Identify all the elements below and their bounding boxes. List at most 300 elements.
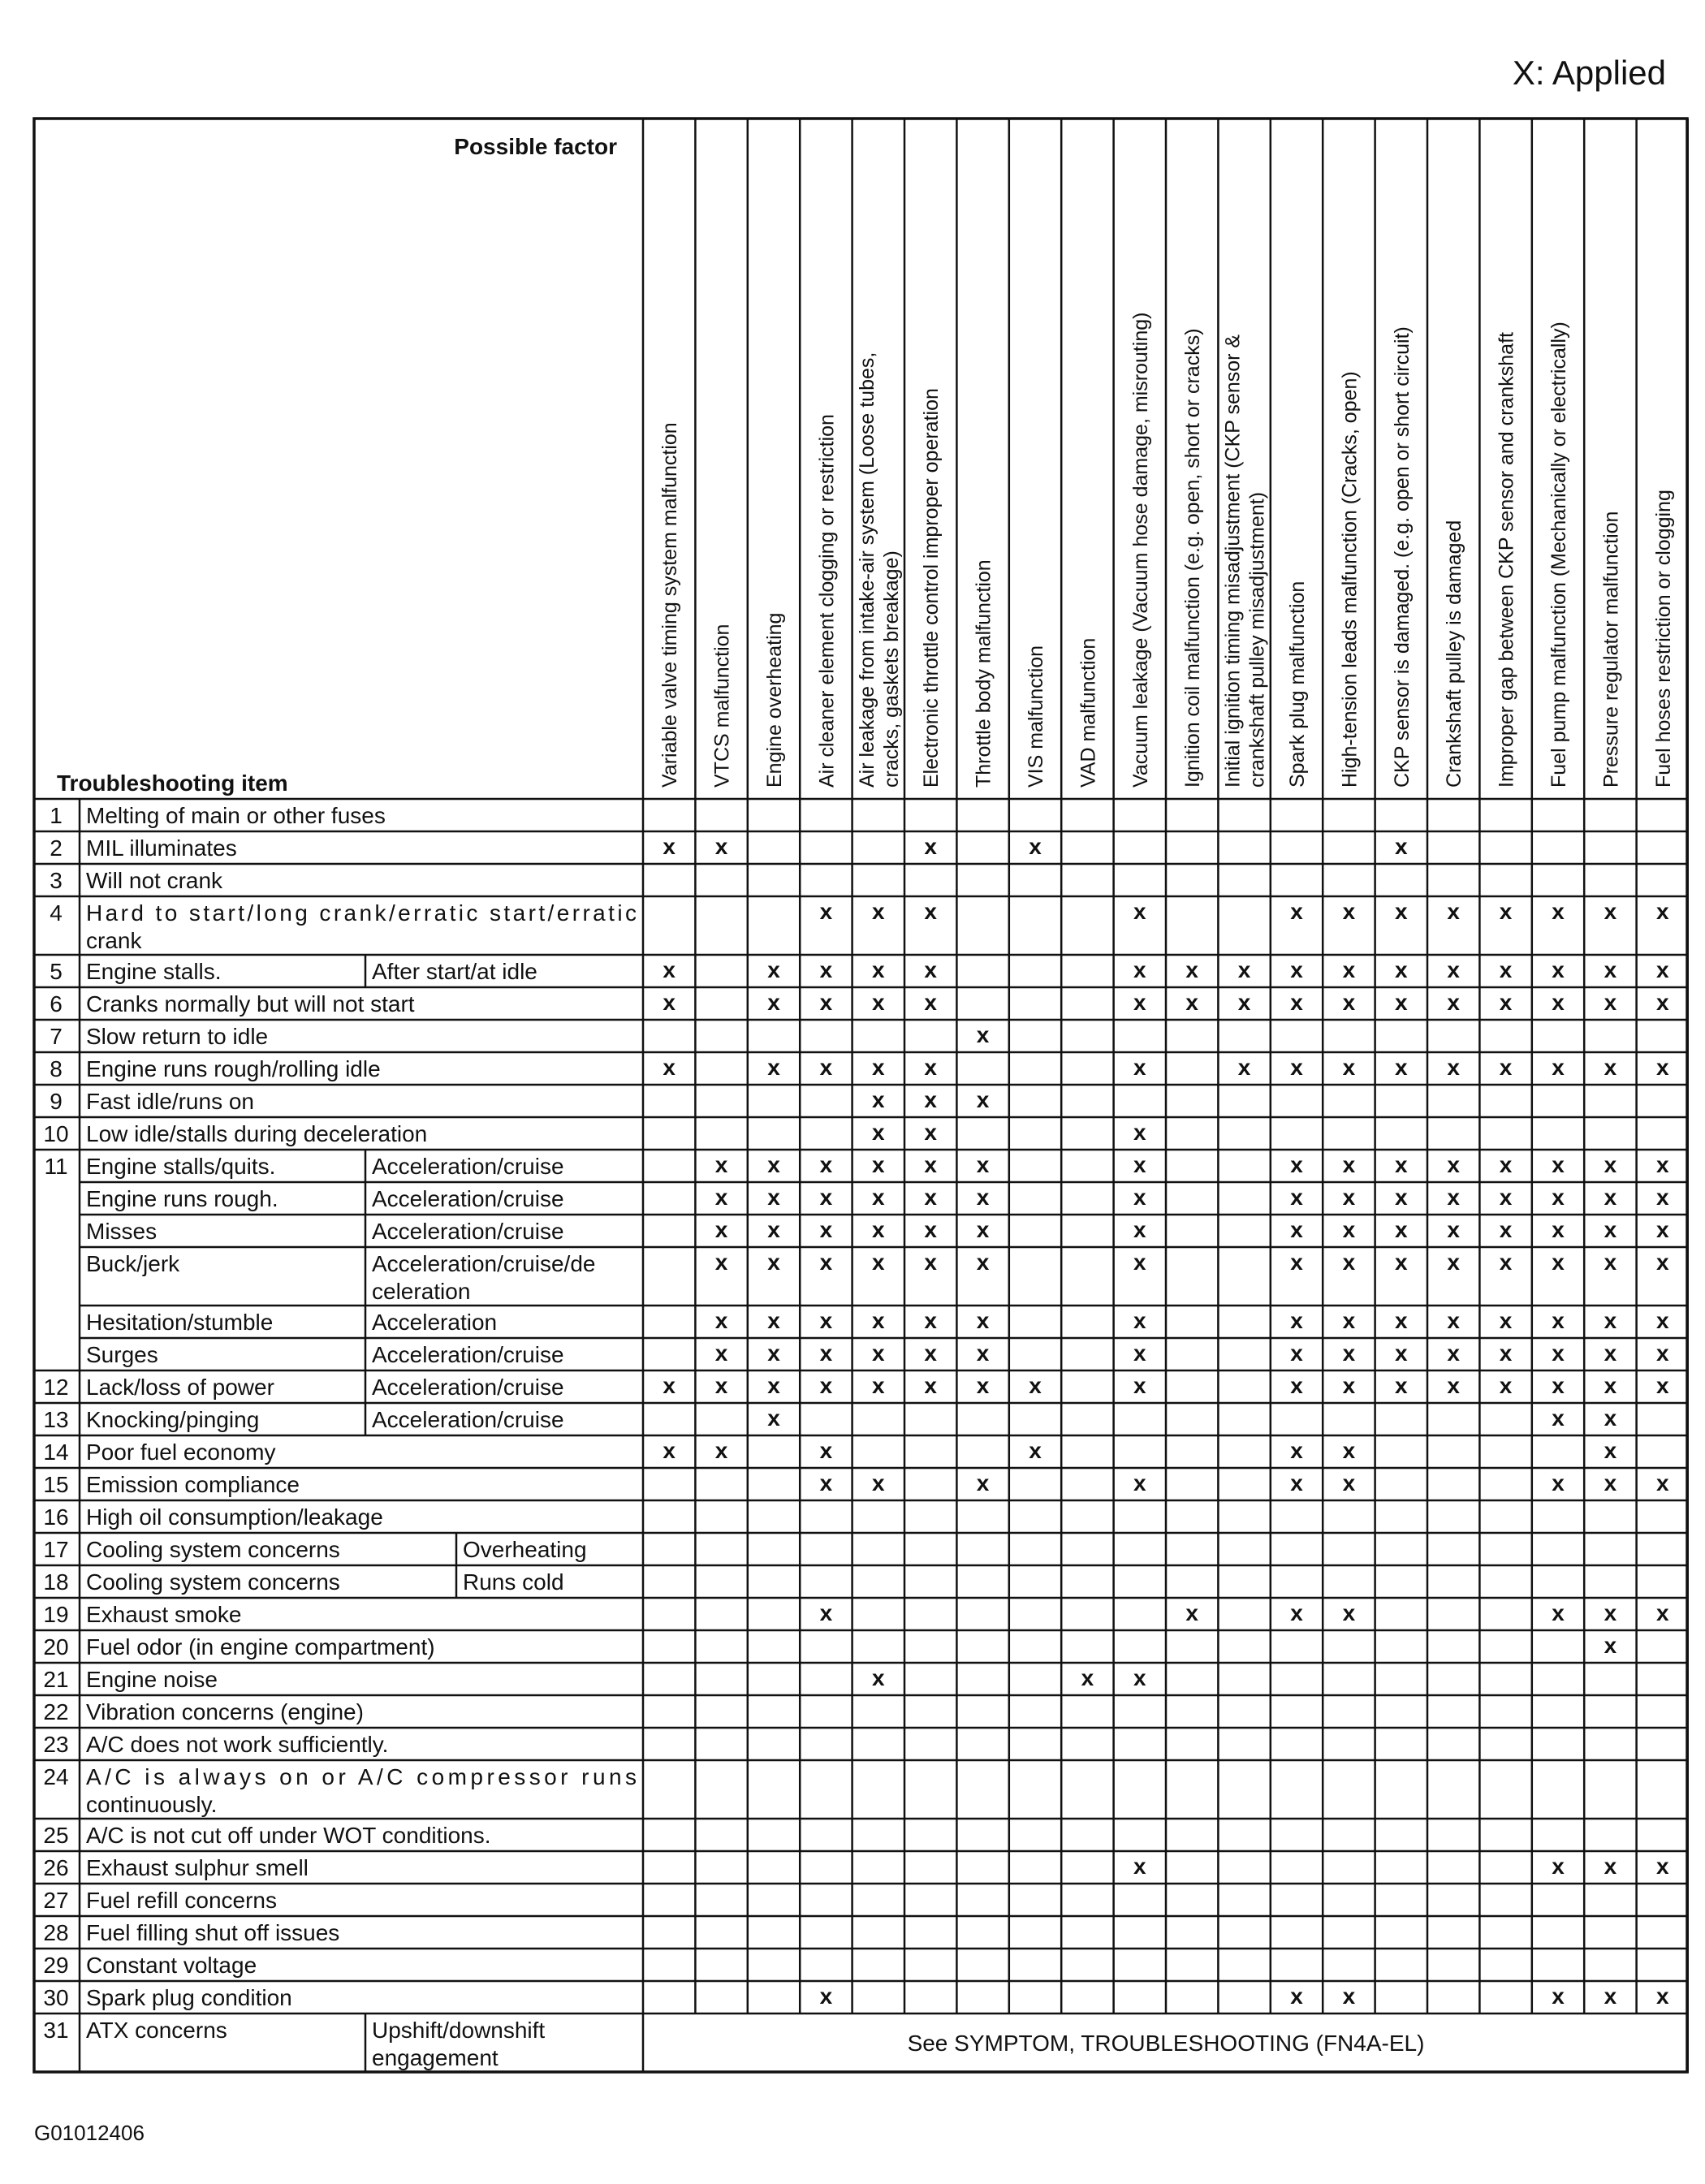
applied-mark: x xyxy=(767,1308,780,1333)
factor-header-label: Improper gap between CKP sensor and crankshaft xyxy=(1495,332,1518,788)
applied-mark: x xyxy=(663,834,676,859)
row-number: 22 xyxy=(43,1699,69,1724)
condition-text: Runs cold xyxy=(463,1569,564,1595)
troubleshooting-item-text: Engine runs rough/rolling idle xyxy=(86,1056,381,1081)
applied-mark: x xyxy=(714,1308,728,1333)
applied-mark: x xyxy=(872,1250,885,1275)
applied-mark: x xyxy=(819,1600,833,1625)
troubleshooting-item-text: Emission compliance xyxy=(86,1472,300,1497)
applied-mark: x xyxy=(1237,990,1251,1015)
applied-mark: x xyxy=(1342,1983,1356,2009)
applied-mark: x xyxy=(1185,957,1198,982)
applied-mark: x xyxy=(976,1185,990,1210)
applied-mark: x xyxy=(1499,1185,1513,1210)
factor-header-label: Fuel hoses restriction or clogging xyxy=(1651,490,1675,788)
applied-mark: x xyxy=(1604,990,1617,1015)
factor-header-label: crankshaft pulley misadjustment) xyxy=(1245,491,1269,788)
applied-mark: x xyxy=(1499,1055,1513,1080)
row-number: 16 xyxy=(43,1504,69,1530)
applied-mark: x xyxy=(1395,834,1408,859)
row-number: 2 xyxy=(50,835,63,861)
applied-mark: x xyxy=(872,1373,885,1398)
applied-mark: x xyxy=(1656,990,1669,1015)
applied-mark: x xyxy=(1029,1373,1042,1398)
troubleshooting-item-text: Fuel filling shut off issues xyxy=(86,1920,340,1945)
applied-mark: x xyxy=(1604,899,1617,924)
applied-mark: x xyxy=(819,957,833,982)
applied-mark: x xyxy=(1290,1983,1303,2009)
row-number: 4 xyxy=(50,900,63,926)
applied-mark: x xyxy=(1447,990,1460,1015)
applied-mark: x xyxy=(1133,1152,1146,1177)
applied-mark: x xyxy=(1604,1438,1617,1463)
applied-mark: x xyxy=(1133,1470,1146,1496)
applied-mark: x xyxy=(1290,1373,1303,1398)
applied-mark: x xyxy=(1133,1308,1146,1333)
applied-mark: x xyxy=(872,1087,885,1112)
applied-mark: x xyxy=(1499,990,1513,1015)
factor-header-label: Electronic throttle control improper operation xyxy=(920,388,943,788)
factor-header-label: Spark plug malfunction xyxy=(1286,581,1309,788)
applied-mark: x xyxy=(1342,1438,1356,1463)
troubleshooting-item-text: Buck/jerk xyxy=(86,1251,180,1276)
troubleshooting-item-text: Slow return to idle xyxy=(86,1024,269,1049)
troubleshooting-item-text: Fuel odor (in engine compartment) xyxy=(86,1634,435,1660)
applied-mark: x xyxy=(1604,1405,1617,1431)
troubleshooting-item-text: Cooling system concerns xyxy=(86,1537,340,1562)
troubleshooting-item-text: ATX concerns xyxy=(86,2018,227,2043)
applied-mark: x xyxy=(663,1055,676,1080)
applied-mark: x xyxy=(1656,1854,1669,1879)
applied-mark: x xyxy=(924,1120,937,1145)
troubleshooting-item-text: Cranks normally but will not start xyxy=(86,991,415,1016)
condition-text: Acceleration/cruise/de xyxy=(372,1251,596,1276)
row-number: 27 xyxy=(43,1888,69,1913)
troubleshooting-matrix-table xyxy=(32,117,1689,2090)
row-number: 5 xyxy=(50,959,63,984)
applied-mark: x xyxy=(1290,899,1303,924)
applied-mark: x xyxy=(872,1055,885,1080)
row-number: 10 xyxy=(43,1121,69,1146)
applied-mark: x xyxy=(1133,899,1146,924)
factor-header-label: Air cleaner element clogging or restriction xyxy=(815,414,839,788)
row-number: 29 xyxy=(43,1953,69,1978)
applied-mark: x xyxy=(1342,1470,1356,1496)
troubleshooting-item-text: Misses xyxy=(86,1219,158,1244)
condition-text: Acceleration/cruise xyxy=(372,1186,564,1211)
applied-mark: x xyxy=(1133,1340,1146,1366)
applied-mark: x xyxy=(1395,1217,1408,1242)
row-number: 25 xyxy=(43,1823,69,1848)
applied-mark: x xyxy=(1395,1250,1408,1275)
applied-mark: x xyxy=(1133,1120,1146,1145)
troubleshooting-item-text: Fuel refill concerns xyxy=(86,1888,277,1913)
condition-text: Upshift/downshift xyxy=(372,2018,546,2043)
applied-mark: x xyxy=(976,1470,990,1496)
row-number: 28 xyxy=(43,1920,69,1945)
applied-mark: x xyxy=(767,1250,780,1275)
applied-mark: x xyxy=(1552,1250,1565,1275)
row-number: 6 xyxy=(50,991,63,1016)
applied-mark: x xyxy=(976,1340,990,1366)
applied-mark: x xyxy=(1552,957,1565,982)
condition-text: Acceleration/cruise xyxy=(372,1154,564,1179)
applied-mark: x xyxy=(1237,957,1251,982)
applied-mark: x xyxy=(1447,1250,1460,1275)
applied-mark: x xyxy=(1342,1152,1356,1177)
applied-mark: x xyxy=(1133,990,1146,1015)
applied-mark: x xyxy=(1656,1470,1669,1496)
applied-mark: x xyxy=(1342,1055,1356,1080)
condition-text: Overheating xyxy=(463,1537,587,1562)
applied-mark: x xyxy=(1552,1983,1565,2009)
applied-mark: x xyxy=(819,990,833,1015)
applied-mark: x xyxy=(1447,1055,1460,1080)
factor-header-label: Ignition coil malfunction (e.g. open, short or cracks) xyxy=(1181,328,1205,788)
applied-mark: x xyxy=(1604,1854,1617,1879)
applied-mark: x xyxy=(767,1055,780,1080)
applied-mark: x xyxy=(872,1470,885,1496)
applied-mark: x xyxy=(1133,1185,1146,1210)
row-number: 26 xyxy=(43,1855,69,1880)
applied-legend: X: Applied xyxy=(1512,54,1666,92)
applied-mark: x xyxy=(819,1373,833,1398)
troubleshooting-item-text: Exhaust smoke xyxy=(86,1602,242,1627)
applied-mark: x xyxy=(1552,1308,1565,1333)
factor-header-label: CKP sensor is damaged. (e.g. open or short circuit) xyxy=(1390,326,1414,788)
applied-mark: x xyxy=(1656,1055,1669,1080)
troubleshooting-item-text: crank xyxy=(86,928,142,953)
applied-mark: x xyxy=(663,957,676,982)
applied-mark: x xyxy=(767,990,780,1015)
row-number: 18 xyxy=(43,1569,69,1595)
applied-mark: x xyxy=(1290,990,1303,1015)
applied-mark: x xyxy=(924,1185,937,1210)
applied-mark: x xyxy=(663,1438,676,1463)
applied-mark: x xyxy=(1290,1308,1303,1333)
applied-mark: x xyxy=(1499,1152,1513,1177)
applied-mark: x xyxy=(1395,899,1408,924)
applied-mark: x xyxy=(1395,957,1408,982)
factor-header-label: Variable valve timing system malfunction xyxy=(658,422,682,788)
factor-header-label: Engine overheating xyxy=(763,612,786,788)
applied-mark: x xyxy=(1552,1854,1565,1879)
applied-mark: x xyxy=(1290,957,1303,982)
factor-header-label: Vacuum leakage (Vacuum hose damage, misrouting) xyxy=(1129,312,1152,788)
applied-mark: x xyxy=(1290,1470,1303,1496)
applied-mark: x xyxy=(1290,1600,1303,1625)
applied-mark: x xyxy=(1604,1470,1617,1496)
applied-mark: x xyxy=(1290,1250,1303,1275)
applied-mark: x xyxy=(767,957,780,982)
troubleshooting-item-text: Poor fuel economy xyxy=(86,1439,276,1465)
applied-mark: x xyxy=(1656,1373,1669,1398)
applied-mark: x xyxy=(872,990,885,1015)
applied-mark: x xyxy=(1604,1250,1617,1275)
applied-mark: x xyxy=(1447,1340,1460,1366)
applied-mark: x xyxy=(714,1152,728,1177)
applied-mark: x xyxy=(1552,1217,1565,1242)
troubleshooting-item-text: Engine noise xyxy=(86,1667,218,1692)
factor-header-label: VAD malfunction xyxy=(1077,637,1100,788)
applied-mark: x xyxy=(819,1470,833,1496)
row-number: 11 xyxy=(44,1154,68,1179)
applied-mark: x xyxy=(872,1217,885,1242)
applied-mark: x xyxy=(819,1152,833,1177)
condition-text: After start/at idle xyxy=(372,959,537,984)
applied-mark: x xyxy=(1395,1055,1408,1080)
row-number: 14 xyxy=(43,1439,69,1465)
troubleshooting-item-text: continuously. xyxy=(86,1792,218,1817)
applied-mark: x xyxy=(1133,1854,1146,1879)
applied-mark: x xyxy=(1552,1152,1565,1177)
row-number: 9 xyxy=(50,1089,63,1114)
applied-mark: x xyxy=(924,1217,937,1242)
applied-mark: x xyxy=(1447,1217,1460,1242)
applied-mark: x xyxy=(1499,1217,1513,1242)
troubleshooting-item-label: Troubleshooting item xyxy=(57,770,288,796)
applied-mark: x xyxy=(1656,899,1669,924)
applied-mark: x xyxy=(1342,1373,1356,1398)
applied-mark: x xyxy=(1447,1185,1460,1210)
applied-mark: x xyxy=(1656,1250,1669,1275)
applied-mark: x xyxy=(924,990,937,1015)
applied-mark: x xyxy=(1604,1633,1617,1658)
applied-mark: x xyxy=(1447,1152,1460,1177)
applied-mark: x xyxy=(1604,1055,1617,1080)
applied-mark: x xyxy=(872,1340,885,1366)
applied-mark: x xyxy=(872,1152,885,1177)
factor-header-label: Throttle body malfunction xyxy=(972,559,995,788)
applied-mark: x xyxy=(714,1217,728,1242)
troubleshooting-item-text: Exhaust sulphur smell xyxy=(86,1855,309,1880)
applied-mark: x xyxy=(1342,1600,1356,1625)
applied-mark: x xyxy=(1395,990,1408,1015)
troubleshooting-item-text: Cooling system concerns xyxy=(86,1569,340,1595)
applied-mark: x xyxy=(976,1308,990,1333)
applied-mark: x xyxy=(819,1340,833,1366)
possible-factor-label: Possible factor xyxy=(454,134,617,159)
applied-mark: x xyxy=(1604,957,1617,982)
applied-mark: x xyxy=(663,990,676,1015)
applied-mark: x xyxy=(1342,1217,1356,1242)
applied-mark: x xyxy=(924,1308,937,1333)
troubleshooting-item-text: Engine stalls/quits. xyxy=(86,1154,276,1179)
applied-mark: x xyxy=(924,1087,937,1112)
applied-mark: x xyxy=(819,1055,833,1080)
applied-mark: x xyxy=(767,1152,780,1177)
troubleshooting-item-text: MIL illuminates xyxy=(86,835,237,861)
applied-mark: x xyxy=(1552,1373,1565,1398)
applied-mark: x xyxy=(976,1022,990,1047)
row-number: 1 xyxy=(50,803,63,828)
condition-text: Acceleration/cruise xyxy=(372,1375,564,1400)
applied-mark: x xyxy=(1342,1250,1356,1275)
applied-mark: x xyxy=(714,834,728,859)
applied-mark: x xyxy=(1395,1152,1408,1177)
condition-text: celeration xyxy=(372,1279,471,1304)
applied-mark: x xyxy=(1604,1308,1617,1333)
condition-text: engagement xyxy=(372,2045,499,2070)
applied-mark: x xyxy=(714,1250,728,1275)
troubleshooting-item-text: Hesitation/stumble xyxy=(86,1310,274,1335)
applied-mark: x xyxy=(714,1373,728,1398)
applied-mark: x xyxy=(924,1250,937,1275)
applied-mark: x xyxy=(1133,1250,1146,1275)
applied-mark: x xyxy=(1604,1340,1617,1366)
applied-mark: x xyxy=(924,957,937,982)
applied-mark: x xyxy=(1237,1055,1251,1080)
applied-mark: x xyxy=(663,1373,676,1398)
applied-mark: x xyxy=(924,1152,937,1177)
troubleshooting-item-text: Melting of main or other fuses xyxy=(86,803,386,828)
applied-mark: x xyxy=(1342,1308,1356,1333)
factor-header-label: cracks, gaskets breakage) xyxy=(879,550,903,788)
applied-mark: x xyxy=(924,834,937,859)
applied-mark: x xyxy=(976,1250,990,1275)
applied-mark: x xyxy=(1185,990,1198,1015)
applied-mark: x xyxy=(1447,899,1460,924)
applied-mark: x xyxy=(976,1087,990,1112)
row-number: 17 xyxy=(43,1537,69,1562)
row-number: 15 xyxy=(43,1472,69,1497)
condition-text: Acceleration/cruise xyxy=(372,1219,564,1244)
applied-mark: x xyxy=(1656,1217,1669,1242)
applied-mark: x xyxy=(1604,1983,1617,2009)
factor-header-label: Crankshaft pulley is damaged xyxy=(1443,520,1466,788)
applied-mark: x xyxy=(819,1438,833,1463)
applied-mark: x xyxy=(714,1438,728,1463)
applied-mark: x xyxy=(1499,1250,1513,1275)
applied-mark: x xyxy=(819,1217,833,1242)
applied-mark: x xyxy=(819,1308,833,1333)
row-number: 7 xyxy=(50,1024,63,1049)
applied-mark: x xyxy=(1552,1405,1565,1431)
applied-mark: x xyxy=(976,1152,990,1177)
applied-mark: x xyxy=(1499,1373,1513,1398)
applied-mark: x xyxy=(1133,1373,1146,1398)
applied-mark: x xyxy=(1552,1055,1565,1080)
row-number: 23 xyxy=(43,1732,69,1757)
row-number: 31 xyxy=(43,2018,69,2043)
troubleshooting-item-text: Hard to start/long crank/erratic start/erratic xyxy=(86,900,637,926)
applied-mark: x xyxy=(767,1405,780,1431)
row-number: 3 xyxy=(50,868,63,893)
applied-mark: x xyxy=(924,1373,937,1398)
applied-mark: x xyxy=(1290,1340,1303,1366)
applied-mark: x xyxy=(819,1250,833,1275)
applied-mark: x xyxy=(1133,1055,1146,1080)
applied-mark: x xyxy=(1133,957,1146,982)
applied-mark: x xyxy=(1290,1152,1303,1177)
applied-mark: x xyxy=(1447,1373,1460,1398)
troubleshooting-item-text: A/C is always on or A/C compressor runs xyxy=(86,1764,637,1789)
applied-mark: x xyxy=(1447,957,1460,982)
factor-header-label: Pressure regulator malfunction xyxy=(1599,511,1623,788)
applied-mark: x xyxy=(1604,1373,1617,1398)
applied-mark: x xyxy=(819,1185,833,1210)
applied-mark: x xyxy=(1604,1152,1617,1177)
troubleshooting-item-text: Knocking/pinging xyxy=(86,1407,260,1432)
applied-mark: x xyxy=(1552,1340,1565,1366)
factor-header-label: VIS malfunction xyxy=(1025,645,1047,788)
applied-mark: x xyxy=(924,899,937,924)
troubleshooting-item-text: Spark plug condition xyxy=(86,1985,292,2010)
applied-mark: x xyxy=(872,1185,885,1210)
troubleshooting-item-text: Low idle/stalls during deceleration xyxy=(86,1121,428,1146)
applied-mark: x xyxy=(1342,990,1356,1015)
applied-mark: x xyxy=(1029,834,1042,859)
applied-mark: x xyxy=(1499,1308,1513,1333)
applied-mark: x xyxy=(1133,1217,1146,1242)
applied-mark: x xyxy=(1604,1185,1617,1210)
troubleshooting-item-text: Fast idle/runs on xyxy=(86,1089,254,1114)
troubleshooting-item-text: Will not crank xyxy=(86,868,223,893)
applied-mark: x xyxy=(1499,1340,1513,1366)
applied-mark: x xyxy=(872,1120,885,1145)
applied-mark: x xyxy=(872,1665,885,1690)
applied-mark: x xyxy=(1342,1340,1356,1366)
applied-mark: x xyxy=(872,899,885,924)
troubleshooting-item-text: Engine stalls. xyxy=(86,959,222,984)
row-number: 8 xyxy=(50,1056,63,1081)
applied-mark: x xyxy=(976,1373,990,1398)
applied-mark: x xyxy=(1185,1600,1198,1625)
applied-mark: x xyxy=(976,1217,990,1242)
applied-mark: x xyxy=(1499,899,1513,924)
row-number: 30 xyxy=(43,1985,69,2010)
applied-mark: x xyxy=(767,1185,780,1210)
factor-header-label: Fuel pump malfunction (Mechanically or electrically) xyxy=(1547,322,1570,788)
applied-mark: x xyxy=(1290,1217,1303,1242)
applied-mark: x xyxy=(1656,957,1669,982)
applied-mark: x xyxy=(1342,1185,1356,1210)
applied-mark: x xyxy=(1290,1055,1303,1080)
applied-mark: x xyxy=(1656,1600,1669,1625)
applied-mark: x xyxy=(819,1983,833,2009)
troubleshooting-item-text: Constant voltage xyxy=(86,1953,257,1978)
condition-text: Acceleration xyxy=(372,1310,498,1335)
applied-mark: x xyxy=(1395,1308,1408,1333)
row-number: 12 xyxy=(43,1375,69,1400)
row-number: 24 xyxy=(43,1764,69,1789)
applied-mark: x xyxy=(1604,1217,1617,1242)
atx-symptom-reference: See SYMPTOM, TROUBLESHOOTING (FN4A-EL) xyxy=(907,2031,1425,2056)
applied-mark: x xyxy=(714,1185,728,1210)
applied-mark: x xyxy=(767,1373,780,1398)
applied-mark: x xyxy=(1604,1600,1617,1625)
applied-mark: x xyxy=(714,1340,728,1366)
troubleshooting-item-text: A/C does not work sufficiently. xyxy=(86,1732,389,1757)
factor-header-label: Initial ignition timing misadjustment (CKP sensor & xyxy=(1221,334,1245,788)
applied-mark: x xyxy=(1656,1185,1669,1210)
applied-mark: x xyxy=(1029,1438,1042,1463)
applied-mark: x xyxy=(1395,1340,1408,1366)
applied-mark: x xyxy=(1395,1373,1408,1398)
troubleshooting-item-text: Vibration concerns (engine) xyxy=(86,1699,364,1724)
applied-mark: x xyxy=(924,1055,937,1080)
applied-mark: x xyxy=(767,1217,780,1242)
applied-mark: x xyxy=(1342,957,1356,982)
factor-header-label: VTCS malfunction xyxy=(710,624,734,788)
applied-mark: x xyxy=(1133,1665,1146,1690)
applied-mark: x xyxy=(872,1308,885,1333)
applied-mark: x xyxy=(1081,1665,1094,1690)
troubleshooting-item-text: A/C is not cut off under WOT conditions. xyxy=(86,1823,491,1848)
troubleshooting-item-text: Lack/loss of power xyxy=(86,1375,274,1400)
applied-mark: x xyxy=(767,1340,780,1366)
row-number: 13 xyxy=(43,1407,69,1432)
